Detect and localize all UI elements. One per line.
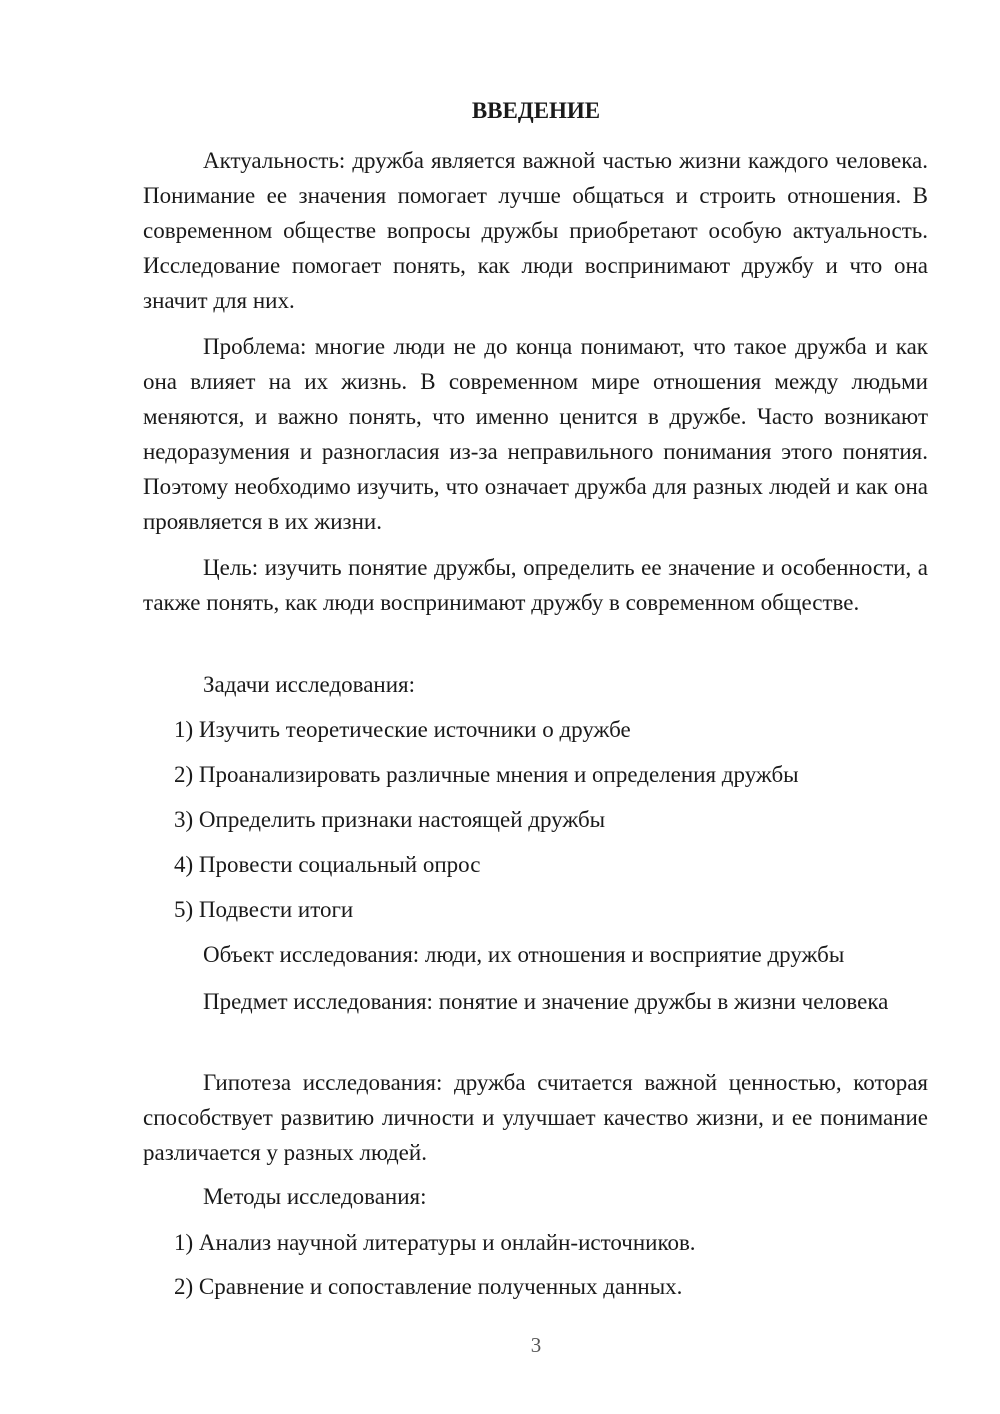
problem-paragraph: Проблема: многие люди не до конца понимают, что такое дружба и как она влияет на их жизнь. В современном мире отношения между людьми меняются, и важно понять, что именно ценится в дружбе. Часто возникают недоразумения и разногласия из-за неправильного понимания этого понятия. Поэтому необходимо изучить, что означает дружба для разных людей и как она проявляется в их жизни. — [143, 334, 928, 534]
task-item-2: 2) Проанализировать различные мнения и определения дружбы — [174, 762, 799, 787]
task-item-5: 5) Подвести итоги — [174, 897, 354, 922]
subject-paragraph: Предмет исследования: понятие и значение дружбы в жизни человека — [203, 989, 889, 1014]
relevance-paragraph: Актуальность: дружба является важной частью жизни каждого человека. Понимание ее значения помогает лучше общаться и строить отношения. В современном обществе вопросы дружбы приобретают особую актуальность. Исследование помогает понять, как люди воспринимают дружбу и что она значит для них. — [143, 148, 928, 313]
page-title: ВВЕДЕНИЕ — [471, 98, 601, 123]
method-item-2: 2) Сравнение и сопоставление полученных данных. — [174, 1274, 683, 1299]
method-item-1: 1) Анализ научной литературы и онлайн-источников. — [174, 1230, 696, 1255]
goal-paragraph: Цель: изучить понятие дружбы, определить ее значение и особенности, а также понять, как люди воспринимают дружбу в современном обществе. — [143, 555, 928, 615]
task-item-4: 4) Провести социальный опрос — [174, 852, 481, 877]
page-number: 3 — [530, 1333, 542, 1357]
methods-heading: Методы исследования: — [203, 1184, 427, 1209]
task-item-1: 1) Изучить теоретические источники о дружбе — [174, 717, 631, 742]
task-item-3: 3) Определить признаки настоящей дружбы — [174, 807, 606, 832]
hypothesis-paragraph: Гипотеза исследования: дружба считается важной ценностью, которая способствует развитию личности и улучшает качество жизни, и ее понимание различается у разных людей. — [143, 1070, 928, 1165]
tasks-heading: Задачи исследования: — [203, 672, 416, 697]
object-line: Объект исследования: люди, их отношения и восприятие дружбы — [203, 942, 845, 967]
